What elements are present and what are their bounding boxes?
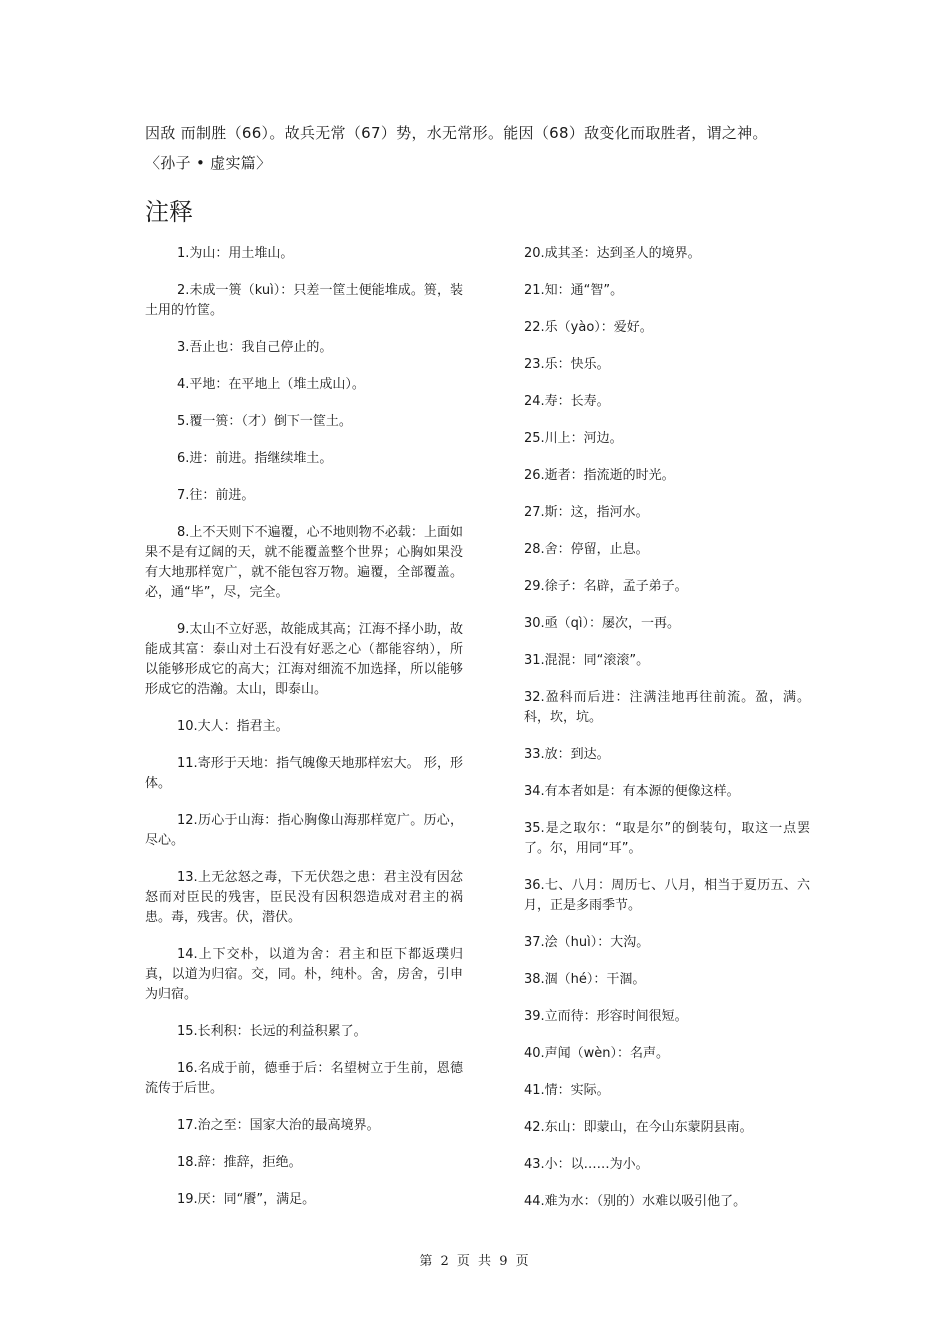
- intro-source: 〈孙子 • 虚实篇〉: [145, 154, 272, 172]
- annotation-item: 22.乐（yào）：爱好。: [524, 320, 653, 335]
- annotation-item: 5.覆一篑：（才）倒下一筐土。: [177, 414, 352, 429]
- annotation-item: 32.盈科而后进：注满洼地再往前流。盈，满。科，坎，坑。: [524, 690, 810, 725]
- annotation-item: 17.治之至：国家大治的最高境界。: [177, 1118, 380, 1133]
- annotation-item: 25.川上：河边。: [524, 431, 623, 446]
- annotation-item: 26.逝者：指流逝的时光。: [524, 468, 675, 483]
- annotation-item: 1.为山：用土堆山。: [177, 246, 294, 261]
- intro-text: [145, 118, 825, 178]
- annotation-item: 42.东山：即蒙山，在今山东蒙阴县南。: [524, 1120, 753, 1135]
- annotation-item: 34.有本者如是：有本源的便像这样。: [524, 784, 740, 799]
- annotation-item: 38.涸（hé）：干涸。: [524, 972, 646, 987]
- annotation-item: 30.亟（qì）：屡次，一再。: [524, 616, 681, 631]
- annotation-item: 7.往：前进。: [177, 488, 255, 503]
- annotation-item: 12.历心于山海：指心胸像山海那样宽广。历心，尽心。: [145, 813, 463, 848]
- annotation-item: 13.上无忿怒之毒，下无伏怨之患：君主没有因忿怒而对臣民的残害，臣民没有因积怨造成对君主的祸患。毒，残害。伏，潜伏。: [145, 870, 463, 925]
- page-footer: 第 2 页 共 9 页: [419, 1254, 531, 1269]
- annotation-item: 23.乐：快乐。: [524, 357, 610, 372]
- annotation-item: 28.舍：停留，止息。: [524, 542, 649, 557]
- annotation-item: 24.寿：长寿。: [524, 394, 610, 409]
- annotation-item: 33.放：到达。: [524, 747, 610, 762]
- annotation-item: 41.情：实际。: [524, 1083, 610, 1098]
- annotation-item: 21.知：通“智”。: [524, 283, 624, 298]
- intro-line-1: 因敌 而制胜（66）。故兵无常（67）势，水无常形。能因（68）敌变化而取胜者，谓之神。: [145, 124, 768, 142]
- notes-column-left: [145, 244, 463, 1227]
- annotation-item: 8.上不天则下不遍覆，心不地则物不必载：上面如果不是有辽阔的天，就不能覆盖整个世界；心胸如果没有大地那样宽广，就不能包容万物。遍覆，全部覆盖。必，通“毕”，尽，完全。: [145, 525, 463, 600]
- annotation-item: 36.七、八月：周历七、八月，相当于夏历五、六月，正是多雨季节。: [524, 878, 810, 913]
- annotation-item: 18.辞：推辞，拒绝。: [177, 1155, 302, 1170]
- annotation-item: 4.平地：在平地上（堆土成山）。: [177, 377, 365, 392]
- annotation-item: 43.小：以……为小。: [524, 1157, 649, 1172]
- annotation-item: 11.寄形于天地：指气魄像天地那样宏大。 形，形体。: [145, 756, 463, 791]
- annotation-item: 29.徐子：名辟，孟子弟子。: [524, 579, 688, 594]
- annotation-item: 10.大人：指君主。: [177, 719, 289, 734]
- annotation-item: 3.吾止也：我自己停止的。: [177, 340, 333, 355]
- annotation-item: 40.声闻（wèn）：名声。: [524, 1046, 670, 1061]
- annotation-item: 27.斯：这，指河水。: [524, 505, 649, 520]
- annotation-item: 2.未成一篑（kuì）：只差一筐土便能堆成。篑，装土用的竹筐。: [145, 283, 463, 318]
- annotation-item: 19.厌：同“餍”，满足。: [177, 1192, 316, 1207]
- annotation-item: 37.浍（huì）：大沟。: [524, 935, 650, 950]
- annotation-item: 39.立而待：形容时间很短。: [524, 1009, 688, 1024]
- annotation-item: 20.成其圣：达到圣人的境界。: [524, 246, 701, 261]
- annotation-item: 31.混混：同“滚滚”。: [524, 653, 650, 668]
- annotation-item: 15.长利积：长远的利益积累了。: [177, 1024, 367, 1039]
- annotation-item: 44.难为水：（别的）水难以吸引他了。: [524, 1194, 747, 1209]
- annotation-item: 14.上下交朴，以道为舍：君主和臣下都返璞归真，以道为归宿。交，同。朴，纯朴。舍，房舍，引申为归宿。: [145, 947, 463, 1002]
- notes-column-right: [524, 244, 810, 1229]
- annotation-item: 16.名成于前，德垂于后：名望树立于生前，恩德流传于后世。: [145, 1061, 463, 1096]
- annotation-item: 9.太山不立好恶，故能成其高；江海不择小助，故能成其富：泰山对土石没有好恶之心（都能容纳），所以能够形成它的高大；江海对细流不加选择，所以能够形成它的浩瀚。太山，即泰山。: [145, 622, 463, 697]
- annotation-item: 6.进：前进。指继续堆土。: [177, 451, 333, 466]
- annotation-item: 35.是之取尔：“取是尔”的倒装句，取这一点罢了。尔，用同“耳”。: [524, 821, 810, 856]
- section-heading: 注释: [145, 198, 193, 226]
